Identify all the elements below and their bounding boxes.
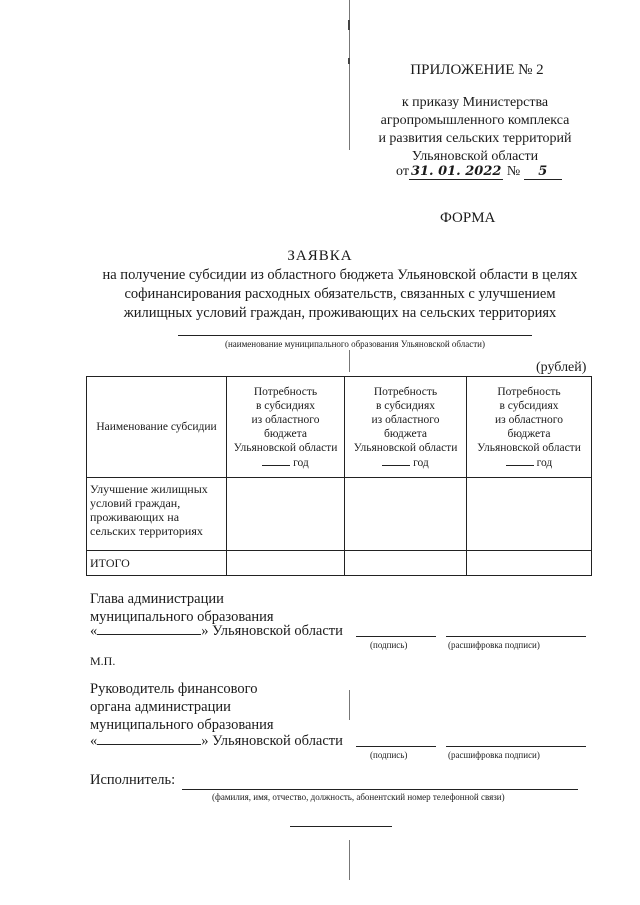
scan-fold-line — [349, 840, 350, 880]
subtitle-line: на получение субсидии из областного бюджета Ульяновской области в целях — [102, 267, 578, 283]
scan-fold-line — [349, 350, 350, 372]
document-subtitle — [60, 266, 620, 323]
appendix-title: ПРИЛОЖЕНИЕ № 2 — [410, 62, 544, 78]
table-header-row — [87, 377, 592, 478]
signature-caption: (подпись) — [370, 640, 408, 650]
subtitle-line: софинансирования расходных обязательств, связанных с улучшением — [124, 286, 556, 302]
head-municipality-row: « » Ульяновской области — [90, 623, 343, 639]
scan-mark — [348, 58, 350, 64]
col-header-name: Наименование субсидии — [87, 377, 227, 478]
table-cell[interactable] — [467, 478, 592, 551]
date-prefix: от — [396, 164, 409, 179]
year-blank[interactable] — [262, 455, 290, 466]
order-date-line — [396, 164, 562, 180]
scan-fold-line — [349, 690, 350, 720]
municipality-name-field[interactable] — [97, 622, 201, 635]
table-cell[interactable] — [227, 551, 345, 576]
stamp-label: М.П. — [90, 654, 116, 668]
subtitle-line: жилищных условий граждан, проживающих на сельских территориях — [123, 305, 557, 321]
municipality-name-field[interactable] — [97, 732, 201, 745]
signature-line[interactable] — [356, 636, 436, 637]
year-blank[interactable] — [506, 455, 534, 466]
table-row — [87, 478, 592, 551]
municipality-field[interactable] — [178, 335, 532, 336]
finance-municipality-row: « » Ульяновской области — [90, 733, 343, 749]
table-cell[interactable] — [345, 478, 467, 551]
subsidy-table — [86, 376, 592, 576]
signature-caption: (подпись) — [370, 750, 408, 760]
units-label: (рублей) — [536, 360, 587, 375]
executor-field[interactable] — [182, 789, 578, 790]
signature-line[interactable] — [356, 746, 436, 747]
order-number: 5 — [524, 164, 562, 180]
number-prefix: № — [506, 164, 521, 179]
executor-caption: (фамилия, имя, отчество, должность, абонентский номер телефонной связи) — [212, 792, 505, 802]
executor-label: Исполнитель: — [90, 772, 176, 788]
end-line — [290, 826, 392, 827]
transcript-line[interactable] — [446, 636, 586, 637]
transcript-caption: (расшифровка подписи) — [448, 750, 540, 760]
transcript-caption: (расшифровка подписи) — [448, 640, 540, 650]
appendix-line: к приказу Министерства — [401, 95, 549, 110]
finance-head-title: Руководитель финансового органа администрации муниципального образования — [90, 681, 274, 733]
municipality-caption: (наименование муниципального образования Ульяновской области) — [224, 339, 485, 349]
document-title: ЗАЯВКА — [287, 248, 353, 264]
row-name: Улучшение жилищных условий граждан, проживающих на сельских территориях — [87, 478, 227, 551]
table-cell[interactable] — [345, 551, 467, 576]
table-cell[interactable] — [467, 551, 592, 576]
scan-mark — [348, 20, 350, 30]
order-date: 31. 01. 2022 — [410, 164, 502, 179]
appendix-line: агропромышленного комплекса — [380, 113, 570, 128]
table-cell[interactable] — [227, 478, 345, 551]
col-header-need: Потребность в субсидиях из областного бюджета Ульяновской области год — [467, 377, 592, 478]
col-header-need: Потребность в субсидиях из областного бюджета Ульяновской области год — [227, 377, 345, 478]
appendix-line: Ульяновской области — [411, 149, 539, 164]
appendix-line: и развития сельских территорий — [378, 131, 572, 146]
year-blank[interactable] — [382, 455, 410, 466]
col-header-need: Потребность в субсидиях из областного бюджета Ульяновской области год — [345, 377, 467, 478]
total-label: ИТОГО — [87, 551, 227, 576]
transcript-line[interactable] — [446, 746, 586, 747]
head-title: Глава администрации муниципального образования — [90, 591, 274, 625]
form-label: ФОРМА — [440, 210, 496, 226]
table-total-row — [87, 551, 592, 576]
